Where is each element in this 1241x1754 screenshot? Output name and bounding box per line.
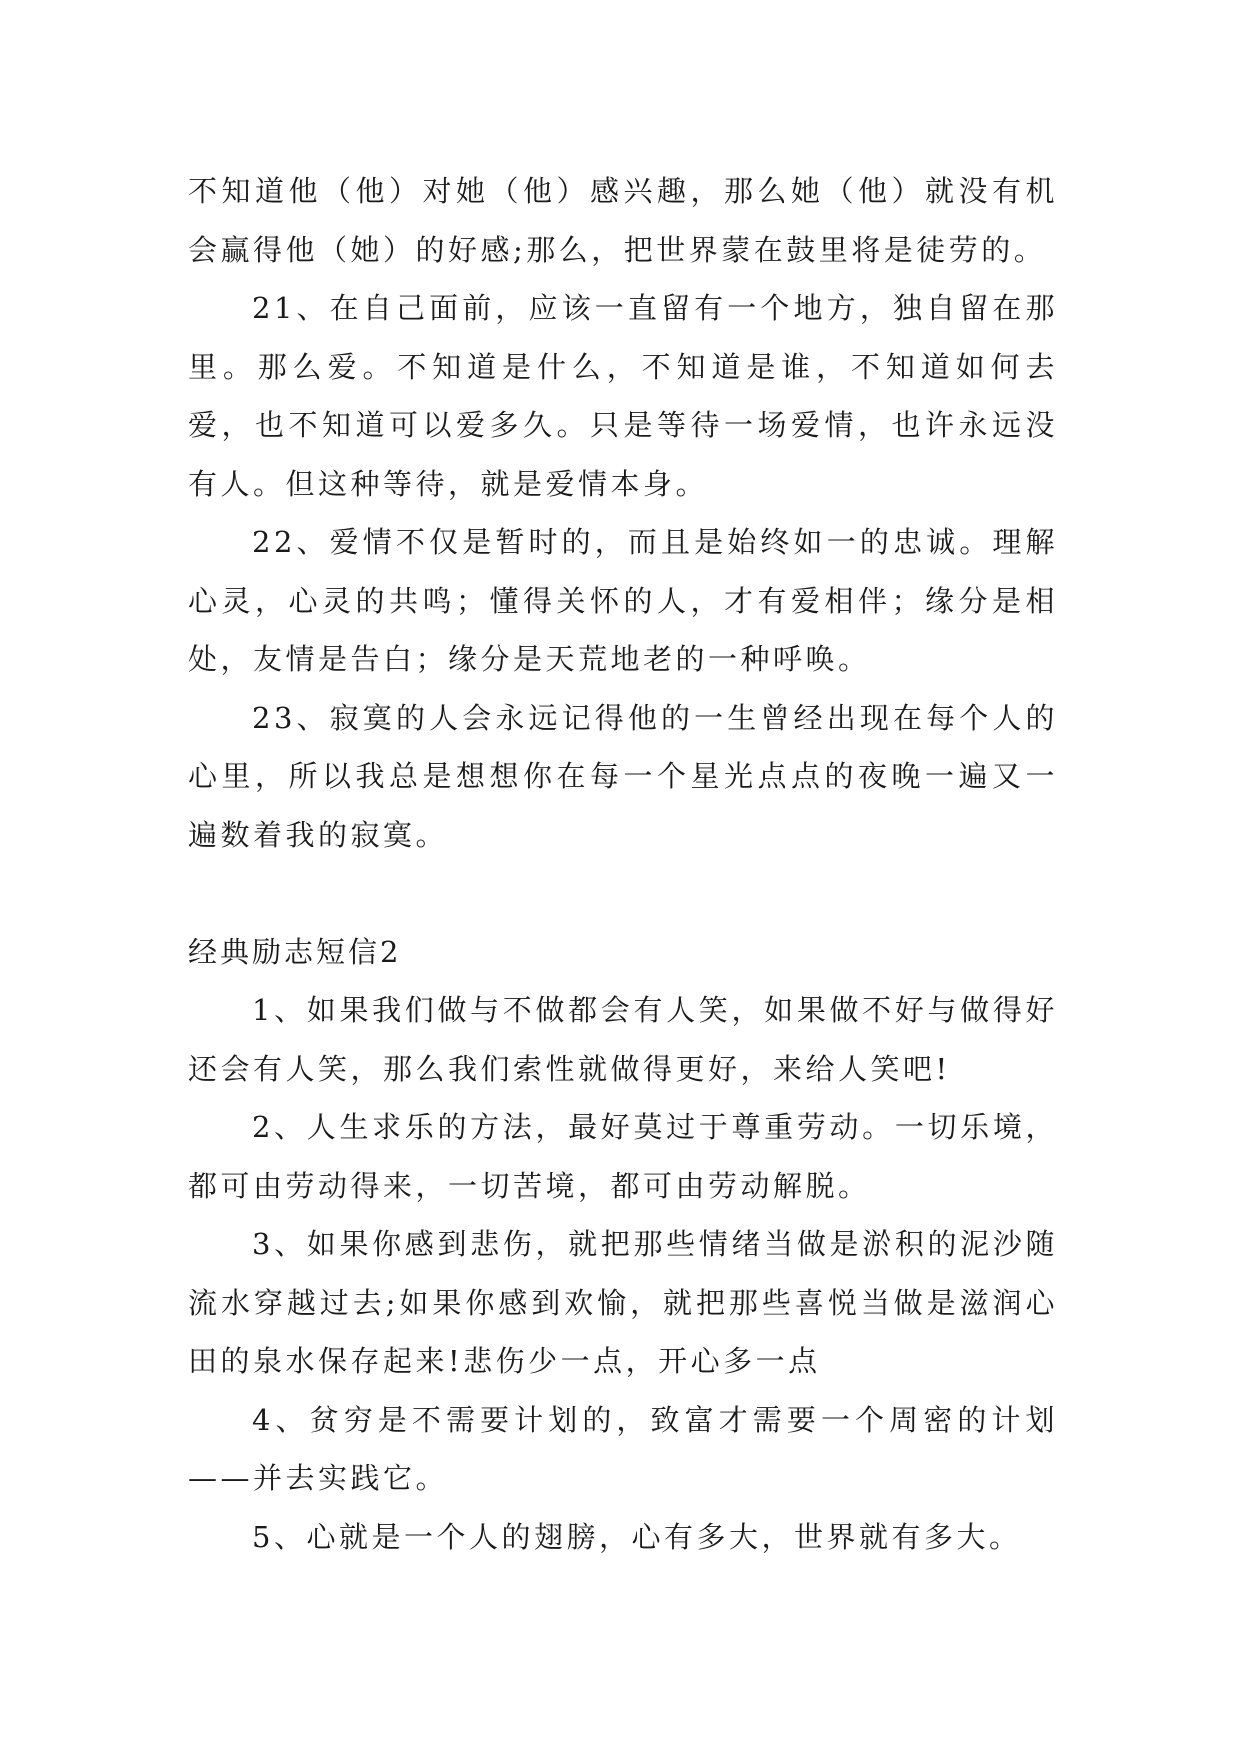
paragraph-5: 5、心就是一个人的翅膀，心有多大，世界就有多大。 — [252, 1519, 1022, 1554]
paragraph-23: 23、寂寞的人会永远记得他的一生曾经出现在每个人的心里，所以我总是想想你在每一个星光点点的夜晚一遍又一遍数着我的寂寞。 — [188, 700, 1058, 852]
paragraph-4: 4、贫穷是不需要计划的，致富才需要一个周密的计划——并去实践它。 — [188, 1402, 1058, 1495]
paragraph-2: 2、人生求乐的方法，最好莫过于尊重劳动。一切乐境，都可由劳动得来，一切苦境，都可由劳动解脱。 — [188, 1110, 1058, 1203]
paragraph-22: 22、爱情不仅是暂时的，而且是始终如一的忠诚。理解心灵，心灵的共鸣；懂得关怀的人，才有爱相伴；缘分是相处，友情是告白；缘分是天荒地老的一种呼唤。 — [188, 525, 1058, 676]
section-heading: 经典励志短信2 — [188, 934, 402, 969]
paragraph-21: 21、在自己面前，应该一直留有一个地方，独自留在那里。那么爱。不知道是什么，不知道是谁，不知道如何去爱，也不知道可以爱多久。只是等待一场爱情，也许永远没有人。但这种等待，就是爱情本身。 — [188, 291, 1058, 501]
paragraph-3: 3、如果你感到悲伤，就把那些情绪当做是淤积的泥沙随流水穿越过去;如果你感到欢愉，就把那些喜悦当做是滋润心田的泉水保存起来!悲伤少一点，开心多一点 — [188, 1227, 1058, 1378]
document-body — [188, 162, 1058, 1566]
paragraph-continuation: 不知道他（他）对她（他）感兴趣，那么她（他）就没有机会赢得他（她）的好感;那么，把世界蒙在鼓里将是徒劳的。 — [188, 174, 1058, 267]
paragraph-1: 1、如果我们做与不做都会有人笑，如果做不好与做得好还会有人笑，那么我们索性就做得更好，来给人笑吧! — [188, 993, 1058, 1086]
